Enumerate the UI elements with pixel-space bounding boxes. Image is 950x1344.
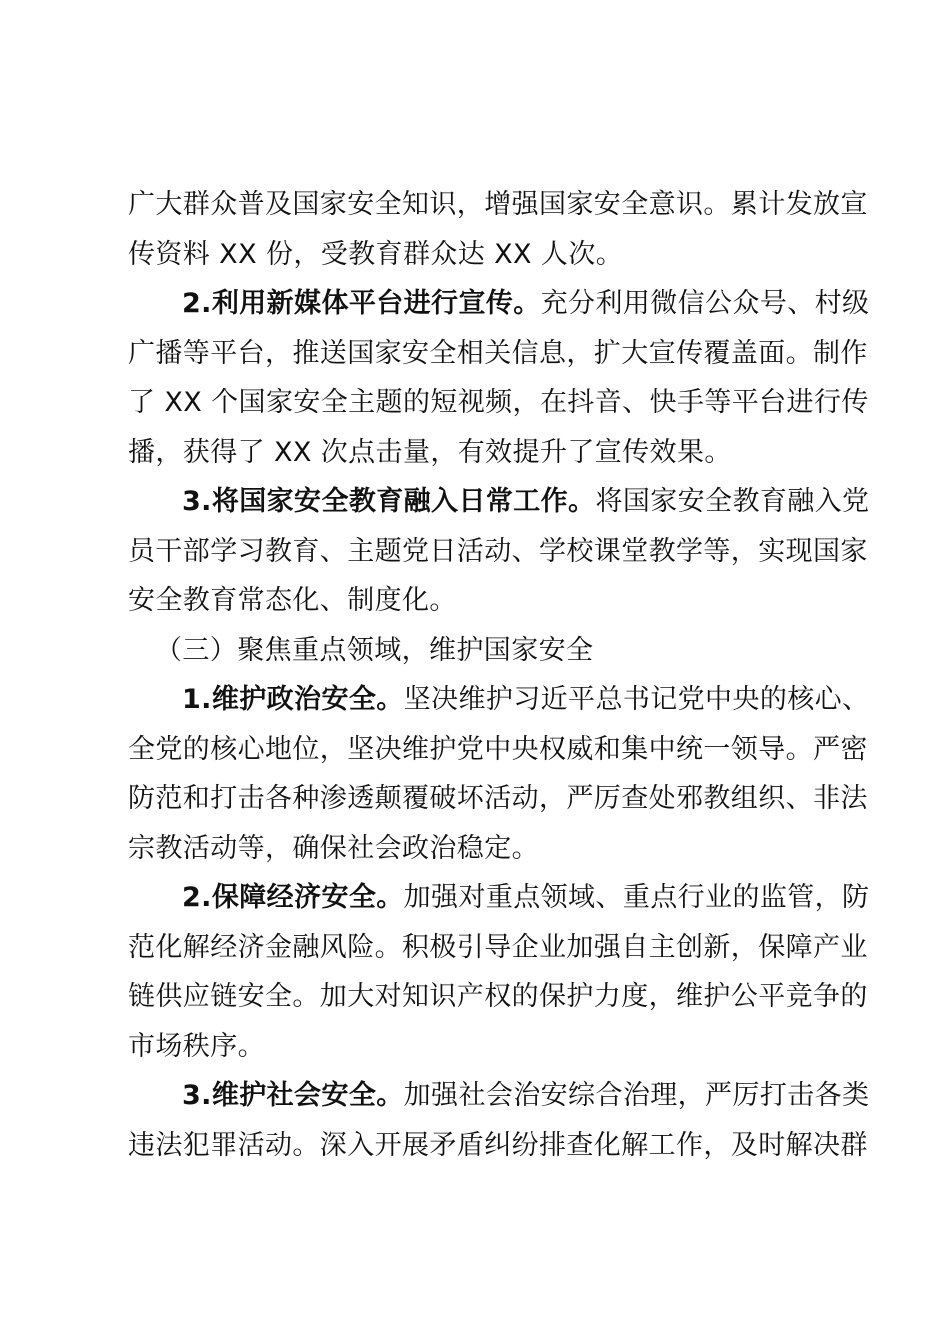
text-line	[128, 675, 870, 725]
section-title: （三）聚焦重点领域，维护国家安全	[155, 634, 594, 666]
text-line: 传资料 XX 份，受教育群众达 XX 人次。	[128, 238, 624, 270]
text-line: 违法犯罪活动。深入开展矛盾纠纷排查化解工作，及时解决群	[128, 1129, 868, 1161]
text-line	[128, 873, 870, 923]
text-line	[128, 279, 870, 329]
text-run: 坚决维护习近平总书记党中央的核心、	[403, 684, 870, 715]
text-line: 安全教育常态化、制度化。	[128, 585, 457, 616]
paragraph-1	[128, 180, 868, 279]
text-line	[128, 1071, 870, 1121]
paragraph-5	[128, 675, 870, 873]
text-line: 防范和打击各种渗透颠覆破坏活动，严厉查处邪教组织、非法	[128, 783, 868, 814]
subsection-heading	[128, 626, 832, 676]
text-line: 全党的核心地位，坚决维护党中央权威和集中统一领导。严密	[128, 733, 868, 765]
text-line: 范化解经济金融风险。积极引导企业加强自主创新，保障产业	[128, 931, 868, 963]
paragraph-2	[128, 279, 870, 477]
text-run: 加强对重点领域、重点行业的监管，防	[403, 882, 870, 913]
text-run: 将国家安全教育融入党	[595, 486, 870, 517]
text-line: 广大群众普及国家安全知识，增强国家安全意识。累计发放宣	[128, 189, 868, 220]
paragraph-heading: 3.将国家安全教育融入日常工作。	[182, 486, 596, 517]
text-line: 市场秩序。	[128, 1030, 265, 1062]
text-run: 加强社会治安综合治理，严厉打击各类	[403, 1080, 870, 1111]
paragraph-heading: 2.利用新媒体平台进行宣传。	[182, 288, 541, 319]
text-line: 广播等平台，推送国家安全相关信息，扩大宣传覆盖面。制作	[128, 337, 868, 369]
paragraph-7	[128, 1071, 870, 1170]
paragraph-heading: 2.保障经济安全。	[182, 882, 404, 913]
paragraph-heading: 3.维护社会安全。	[182, 1080, 404, 1111]
text-line: 了 XX 个国家安全主题的短视频，在抖音、快手等平台进行传	[128, 387, 869, 418]
paragraph-6	[128, 873, 870, 1071]
document-page	[128, 180, 870, 1170]
text-run: 充分利用微信公众号、村级	[540, 288, 870, 319]
text-line: 链供应链安全。加大对知识产权的保护力度，维护公平竞争的	[128, 981, 868, 1012]
text-line: 播，获得了 XX 次点击量，有效提升了宣传效果。	[128, 436, 732, 468]
text-line: 宗教活动等，确保社会政治稳定。	[128, 832, 539, 864]
paragraph-heading: 1.维护政治安全。	[182, 684, 404, 715]
text-line: 员干部学习教育、主题党日活动、学校课堂教学等，实现国家	[128, 535, 868, 567]
text-line	[128, 477, 870, 527]
paragraph-3	[128, 477, 870, 626]
